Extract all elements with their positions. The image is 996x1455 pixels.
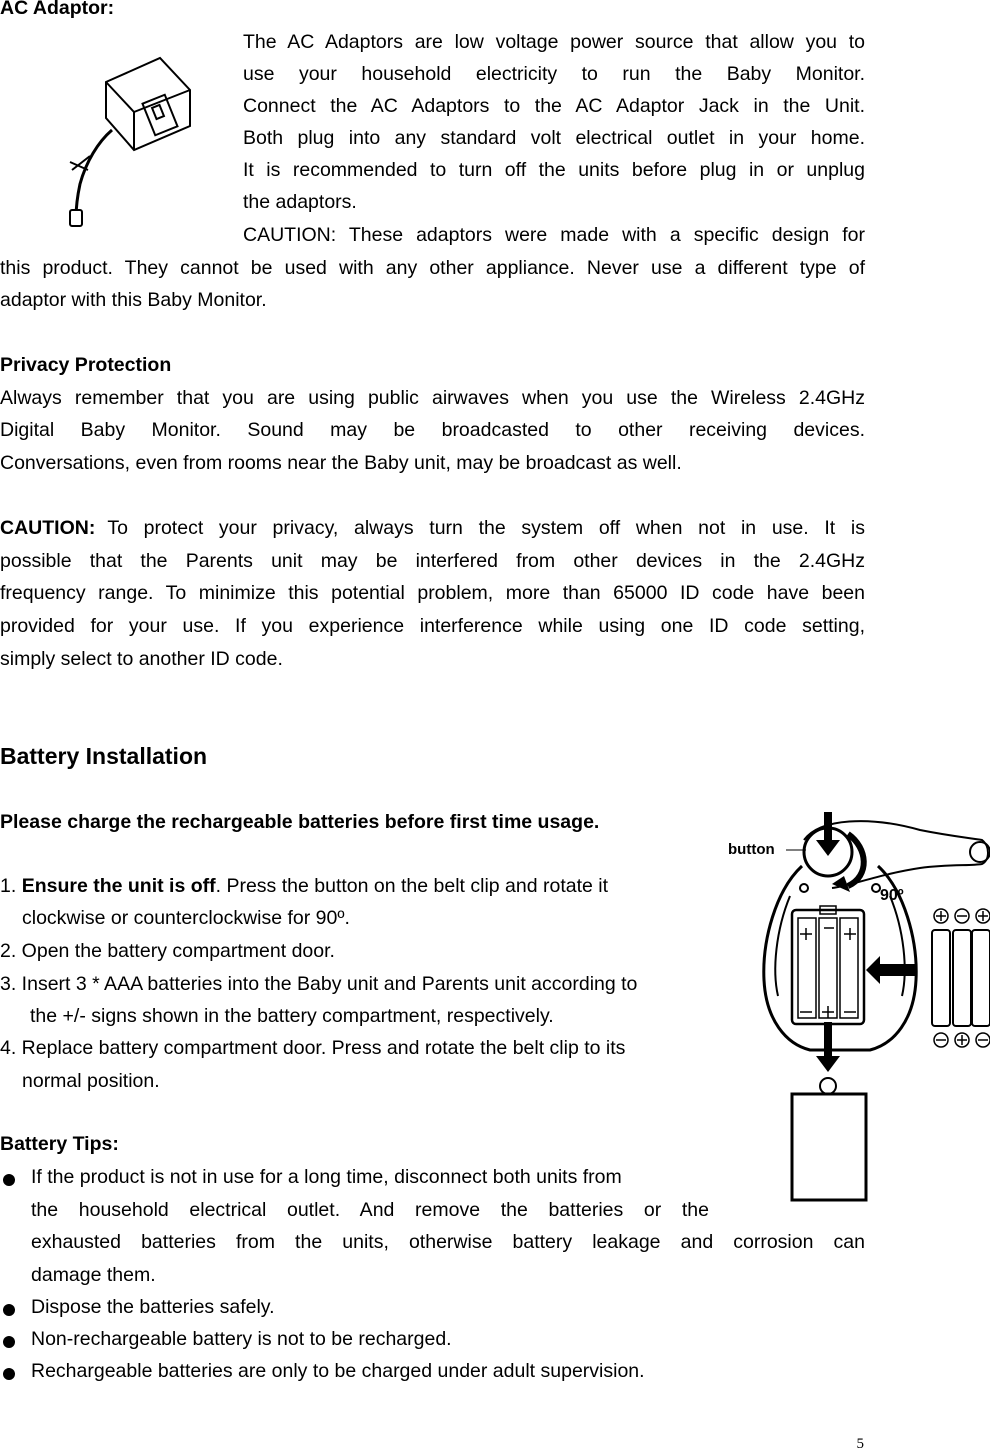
privacy-line-3: Conversations, even from rooms near the Baby unit, may be broadcast as well.	[0, 452, 682, 474]
step-1-rest: . Press the button on the belt clip and rotate it	[215, 875, 609, 897]
battery-diagram	[720, 800, 990, 1210]
ac-line-9: adaptor with this Baby Monitor.	[0, 289, 267, 311]
step-2: 2. Open the battery compartment door.	[0, 940, 335, 962]
page-number: 5	[856, 1436, 864, 1452]
ac-line-7: CAUTION: These adaptors were made with a specific design for	[243, 224, 865, 246]
ac-line-6: the adaptors.	[243, 191, 357, 213]
ac-line-3: Connect the AC Adaptors to the AC Adaptor Jack in the Unit.	[243, 95, 865, 117]
bullet-icon	[3, 1368, 15, 1380]
bullet-icon	[3, 1336, 15, 1348]
ac-line-1: The AC Adaptors are low voltage power source that allow you to	[243, 31, 865, 53]
caution-line-1	[0, 512, 865, 544]
tip-1-line-3: exhausted batteries from the units, otherwise battery leakage and corrosion can	[31, 1231, 865, 1253]
step-1-number: 1.	[0, 875, 17, 897]
diagram-angle-label: 90º	[880, 887, 904, 904]
tip-1-line-1: If the product is not in use for a long time, disconnect both units from	[31, 1166, 622, 1188]
caution-line-4: provided for your use. If you experience interference while using one ID code setting,	[0, 615, 865, 637]
bullet-icon	[3, 1174, 15, 1186]
caution-line-3: frequency range. To minimize this potential problem, more than 65000 ID code have been	[0, 582, 865, 604]
tips-heading: Battery Tips:	[0, 1133, 119, 1155]
caution-label: CAUTION:	[0, 517, 96, 539]
tip-1-line-4: damage them.	[31, 1264, 156, 1286]
privacy-heading: Privacy Protection	[0, 354, 172, 376]
privacy-line-1: Always remember that you are using public airwaves when you use the Wireless 2.4GHz	[0, 387, 865, 409]
ac-adaptor-heading: AC Adaptor:	[0, 0, 115, 19]
charge-note: Please charge the rechargeable batteries before first time usage.	[0, 811, 600, 833]
step-4-cont: normal position.	[22, 1070, 160, 1092]
ac-line-4: Both plug into any standard volt electrical outlet in your home.	[243, 127, 865, 149]
step-1-cont: clockwise or counterclockwise for 90º.	[22, 907, 350, 929]
privacy-line-2: Digital Baby Monitor. Sound may be broadcasted to other receiving devices.	[0, 419, 865, 441]
step-4: 4. Replace battery compartment door. Press and rotate the belt clip to its	[0, 1037, 626, 1059]
diagram-button-label: button	[728, 841, 775, 858]
step-1	[0, 870, 608, 902]
step-3-cont: the +/- signs shown in the battery compartment, respectively.	[30, 1005, 554, 1027]
tip-2: Dispose the batteries safely.	[31, 1296, 275, 1318]
ac-line-2: use your household electricity to run the Baby Monitor.	[243, 63, 865, 85]
tip-3: Non-rechargeable battery is not to be recharged.	[31, 1328, 452, 1350]
bullet-icon	[3, 1304, 15, 1316]
caution-line-2: possible that the Parents unit may be interfered from other devices in the 2.4GHz	[0, 550, 865, 572]
battery-heading: Battery Installation	[0, 743, 208, 769]
step-1-bold: Ensure the unit is off	[21, 875, 216, 897]
ac-adaptor-illustration	[62, 52, 202, 234]
step-3: 3. Insert 3 * AAA batteries into the Baby unit and Parents unit according to	[0, 973, 638, 995]
ac-line-5: It is recommended to turn off the units before plug in or unplug	[243, 159, 865, 181]
caution-first-text: To protect your privacy, always turn the system off when not in use. It is	[107, 517, 865, 539]
tip-4: Rechargeable batteries are only to be charged under adult supervision.	[31, 1360, 645, 1382]
ac-line-8: this product. They cannot be used with any other appliance. Never use a different type of	[0, 257, 865, 279]
caution-line-5: simply select to another ID code.	[0, 648, 283, 670]
tip-1-line-2: the household electrical outlet. And remove the batteries or the	[31, 1199, 709, 1221]
